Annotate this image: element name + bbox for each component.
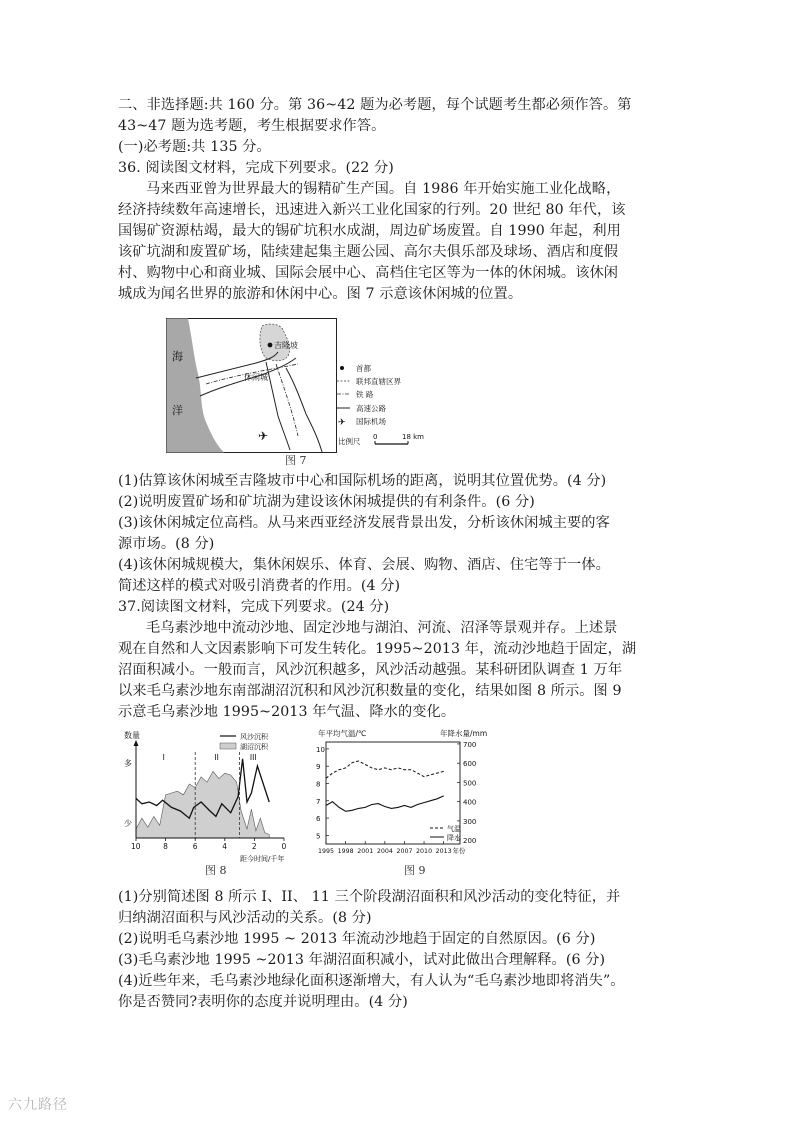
fig8-stage-label: I (162, 753, 165, 762)
capital-label: 吉隆坡 (274, 341, 298, 350)
figure-9-chart (310, 726, 520, 861)
q36-para-line: 马来西亚曾为世界最大的锡精矿生产国。自 1986 年开始实施工业化战略， (146, 181, 621, 197)
sea-area (167, 319, 225, 453)
fig9-legend-temp-label: 气温 (447, 825, 461, 833)
figure-8-chart (118, 726, 303, 866)
fig8-x-tick-label: 4 (222, 842, 228, 851)
city-label: 休闲城 (244, 373, 268, 382)
fig9-y-left-tick-label: 10 (316, 745, 325, 754)
fig9-y-right-tick-label: 300 (463, 817, 477, 826)
fig9-y-right-tick-label: 700 (463, 740, 477, 749)
fig8-x-tick-label: 2 (251, 842, 257, 851)
legend-railway-label: 铁 路 (356, 390, 374, 399)
fig9-x-tick-label: 1998 (337, 848, 354, 855)
fig9-legend-precip-label: 降水 (447, 834, 461, 842)
fig9-x-tick-label: 2010 (416, 848, 433, 855)
q36-title: 36. 阅读图文材料，完成下列要求。(22 分) (118, 160, 394, 176)
fig8-stage-label: II (214, 753, 219, 762)
q37-para-line: 沼面积减小。一般而言，风沙沉积越多，风沙活动越强。某科研团队调查 1 万年 (118, 662, 623, 678)
fig8-xlabel: 距今时间/千年 (240, 855, 285, 863)
fig9-precipitation-line (326, 796, 444, 811)
fig8-ytick-top: 多 (124, 759, 132, 768)
legend-capital-icon (340, 366, 344, 370)
scale-label: 比例尺 (338, 437, 361, 446)
fig9-temperature-line (326, 761, 444, 778)
q36-para-line: 该矿坑湖和废置矿场，陆续建起集主题公园、高尔夫俱乐部及球场、酒店和度假 (118, 244, 619, 260)
q36-question-4: (4)该休闲城规模大，集休闲娱乐、体育、会展、购物、酒店、住宅等于一体。 (118, 557, 610, 573)
fig8-y-arrow-icon (134, 740, 139, 746)
fig9-plot-frame (326, 742, 460, 844)
q37-para-line: 以来毛乌素沙地东南部湖沼沉积和风沙沉积数量的变化，结果如图 8 所示。图 9 (118, 683, 622, 699)
section-header-line-2: 43~47 题为选考题，考生根据要求作答。 (118, 118, 386, 134)
fig9-y-right-tick-label: 400 (463, 798, 477, 807)
q37-title: 37.阅读图文材料，完成下列要求。(24 分) (118, 599, 390, 615)
q37-question-1-cont: 归纳湖沼面积与风沙活动的关系。(8 分) (118, 910, 372, 926)
fig8-legend-lake-label: 湖沼沉积 (240, 743, 268, 751)
q37-para-line: 毛乌素沙地中流动沙地、固定沙地与湖泊、河流、沼泽等景观并存。上述景 (146, 620, 618, 636)
fig8-ytick-bottom: 少 (124, 819, 132, 828)
fig9-x-tick-label: 2004 (376, 848, 393, 855)
q36-para-line: 城成为闻名世界的旅游和休闲中心。图 7 示意该休闲城的位置。 (118, 286, 523, 302)
q36-para-line: 经济持续数年高速增长，迅速进入新兴工业化国家的行列。20 世纪 80 年代，该 (118, 202, 626, 218)
fig9-y-right-tick-label: 600 (463, 760, 477, 769)
q37-question-3: (3)毛乌素沙地 1995 ~2013 年湖沼面积减小，试对此做出合理解释。(6 分) (118, 952, 606, 968)
scale-zero: 0 (373, 433, 378, 441)
figure-7-map (166, 318, 436, 453)
q37-question-4-cont: 你是否赞同?表明你的态度并说明理由。(4 分) (118, 994, 408, 1010)
fig8-legend-wind-label: 风沙沉积 (240, 733, 268, 741)
fig9-y-left-tick-label: 9 (316, 763, 321, 772)
fig8-x-tick-label: 6 (192, 842, 198, 851)
sea-label: 海 (172, 350, 183, 363)
railway (276, 364, 298, 436)
figure-8-caption: 图 8 (205, 864, 227, 877)
scale-value: 18 km (402, 433, 425, 441)
fig9-y-left-tick-label: 8 (316, 780, 321, 789)
fig9-y-left-tick-label: 6 (316, 815, 321, 824)
q36-question-3-cont: 源市场。(8 分) (118, 536, 215, 552)
q36-question-4-cont: 简述这样的模式对吸引消费者的作用。(4 分) (118, 578, 401, 594)
legend-boundary-label: 联邦直辖区界 (356, 377, 401, 386)
fig9-x-tick-label: 2007 (396, 848, 413, 855)
fig9-x-tick-label: 1995 (318, 848, 335, 855)
legend-highway-label: 高速公路 (356, 404, 386, 413)
airport-icon: ✈ (258, 429, 269, 443)
fig9-x-suffix: 年份 (452, 848, 466, 855)
q37-para-line: 示意毛乌素沙地 1995~2013 年气温、降水的变化。 (118, 704, 456, 720)
fig8-stage-label: III (249, 753, 257, 762)
fig8-ylabel: 数量 (124, 731, 140, 740)
figure-9-caption: 图 9 (404, 864, 426, 877)
sea-label: 洋 (172, 404, 183, 417)
fig8-x-tick-label: 0 (281, 842, 287, 851)
q36-question-2: (2)说明废置矿场和矿坑湖为建设该休闲城提供的有利条件。(6 分) (118, 494, 535, 510)
q37-para-line: 观在自然和人文因素影响下可发生转化。1995~2013 年，流动沙地趋于固定，湖 (118, 641, 637, 657)
legend-airport-label: 国际机场 (356, 417, 386, 426)
fig9-x-tick-label: 2001 (357, 848, 374, 855)
fig9-x-tick-label: 2013 (435, 848, 452, 855)
fig8-x-tick-label: 8 (163, 842, 168, 851)
legend-airport-icon: ✈ (338, 418, 346, 428)
fig8-legend-lake-icon (220, 743, 236, 749)
q36-para-line: 村、购物中心和商业城、国际会展中心、高档住宅区等为一体的休闲城。该休闲 (118, 265, 619, 281)
q37-question-2: (2)说明毛乌素沙地 1995 ~ 2013 年流动沙地趋于固定的自然原因。(6 分) (118, 931, 596, 947)
q36-question-3: (3)该休闲城定位高档。从马来西亚经济发展背景出发，分析该休闲城主要的客 (118, 515, 610, 531)
fig9-ylabel-right: 年降水量/mm (440, 729, 488, 738)
fig9-y-right-tick-label: 500 (463, 779, 477, 788)
capital-marker (268, 343, 273, 348)
fig9-y-left-tick-label: 7 (316, 797, 321, 806)
highway (266, 362, 290, 450)
legend-capital-label: 首都 (356, 364, 371, 373)
section-header-line-3: (一)必考题:共 135 分。 (118, 139, 271, 155)
q37-question-1: (1)分别简述图 8 所示 I、II、 11 三个阶段湖沼面积和风沙活动的变化特征，并 (118, 889, 621, 905)
fig9-y-left-tick-label: 5 (316, 832, 321, 841)
watermark-logo: 六九路径 (8, 1097, 68, 1113)
q36-para-line: 国锡矿资源枯竭，最大的锡矿坑积水成湖，周边矿场废置。自 1990 年起，利用 (118, 223, 621, 239)
q36-question-1: (1)估算该休闲城至吉隆坡市中心和国际机场的距离，说明其位置优势。(4 分) (118, 473, 607, 489)
fig8-x-tick-label: 10 (131, 842, 141, 851)
q37-question-4: (4)近些年来，毛乌素沙地绿化面积逐渐增大，有人认为“毛乌素沙地即将消失”。 (118, 973, 625, 989)
fig9-ylabel-left: 年平均气温/℃ (318, 729, 367, 738)
section-header-line-1: 二、非选择题:共 160 分。第 36~42 题为必考题，每个试题考生都必须作答。第 (118, 97, 632, 113)
figure-7-caption: 图 7 (285, 454, 307, 467)
fig9-y-right-tick-label: 200 (463, 837, 477, 846)
